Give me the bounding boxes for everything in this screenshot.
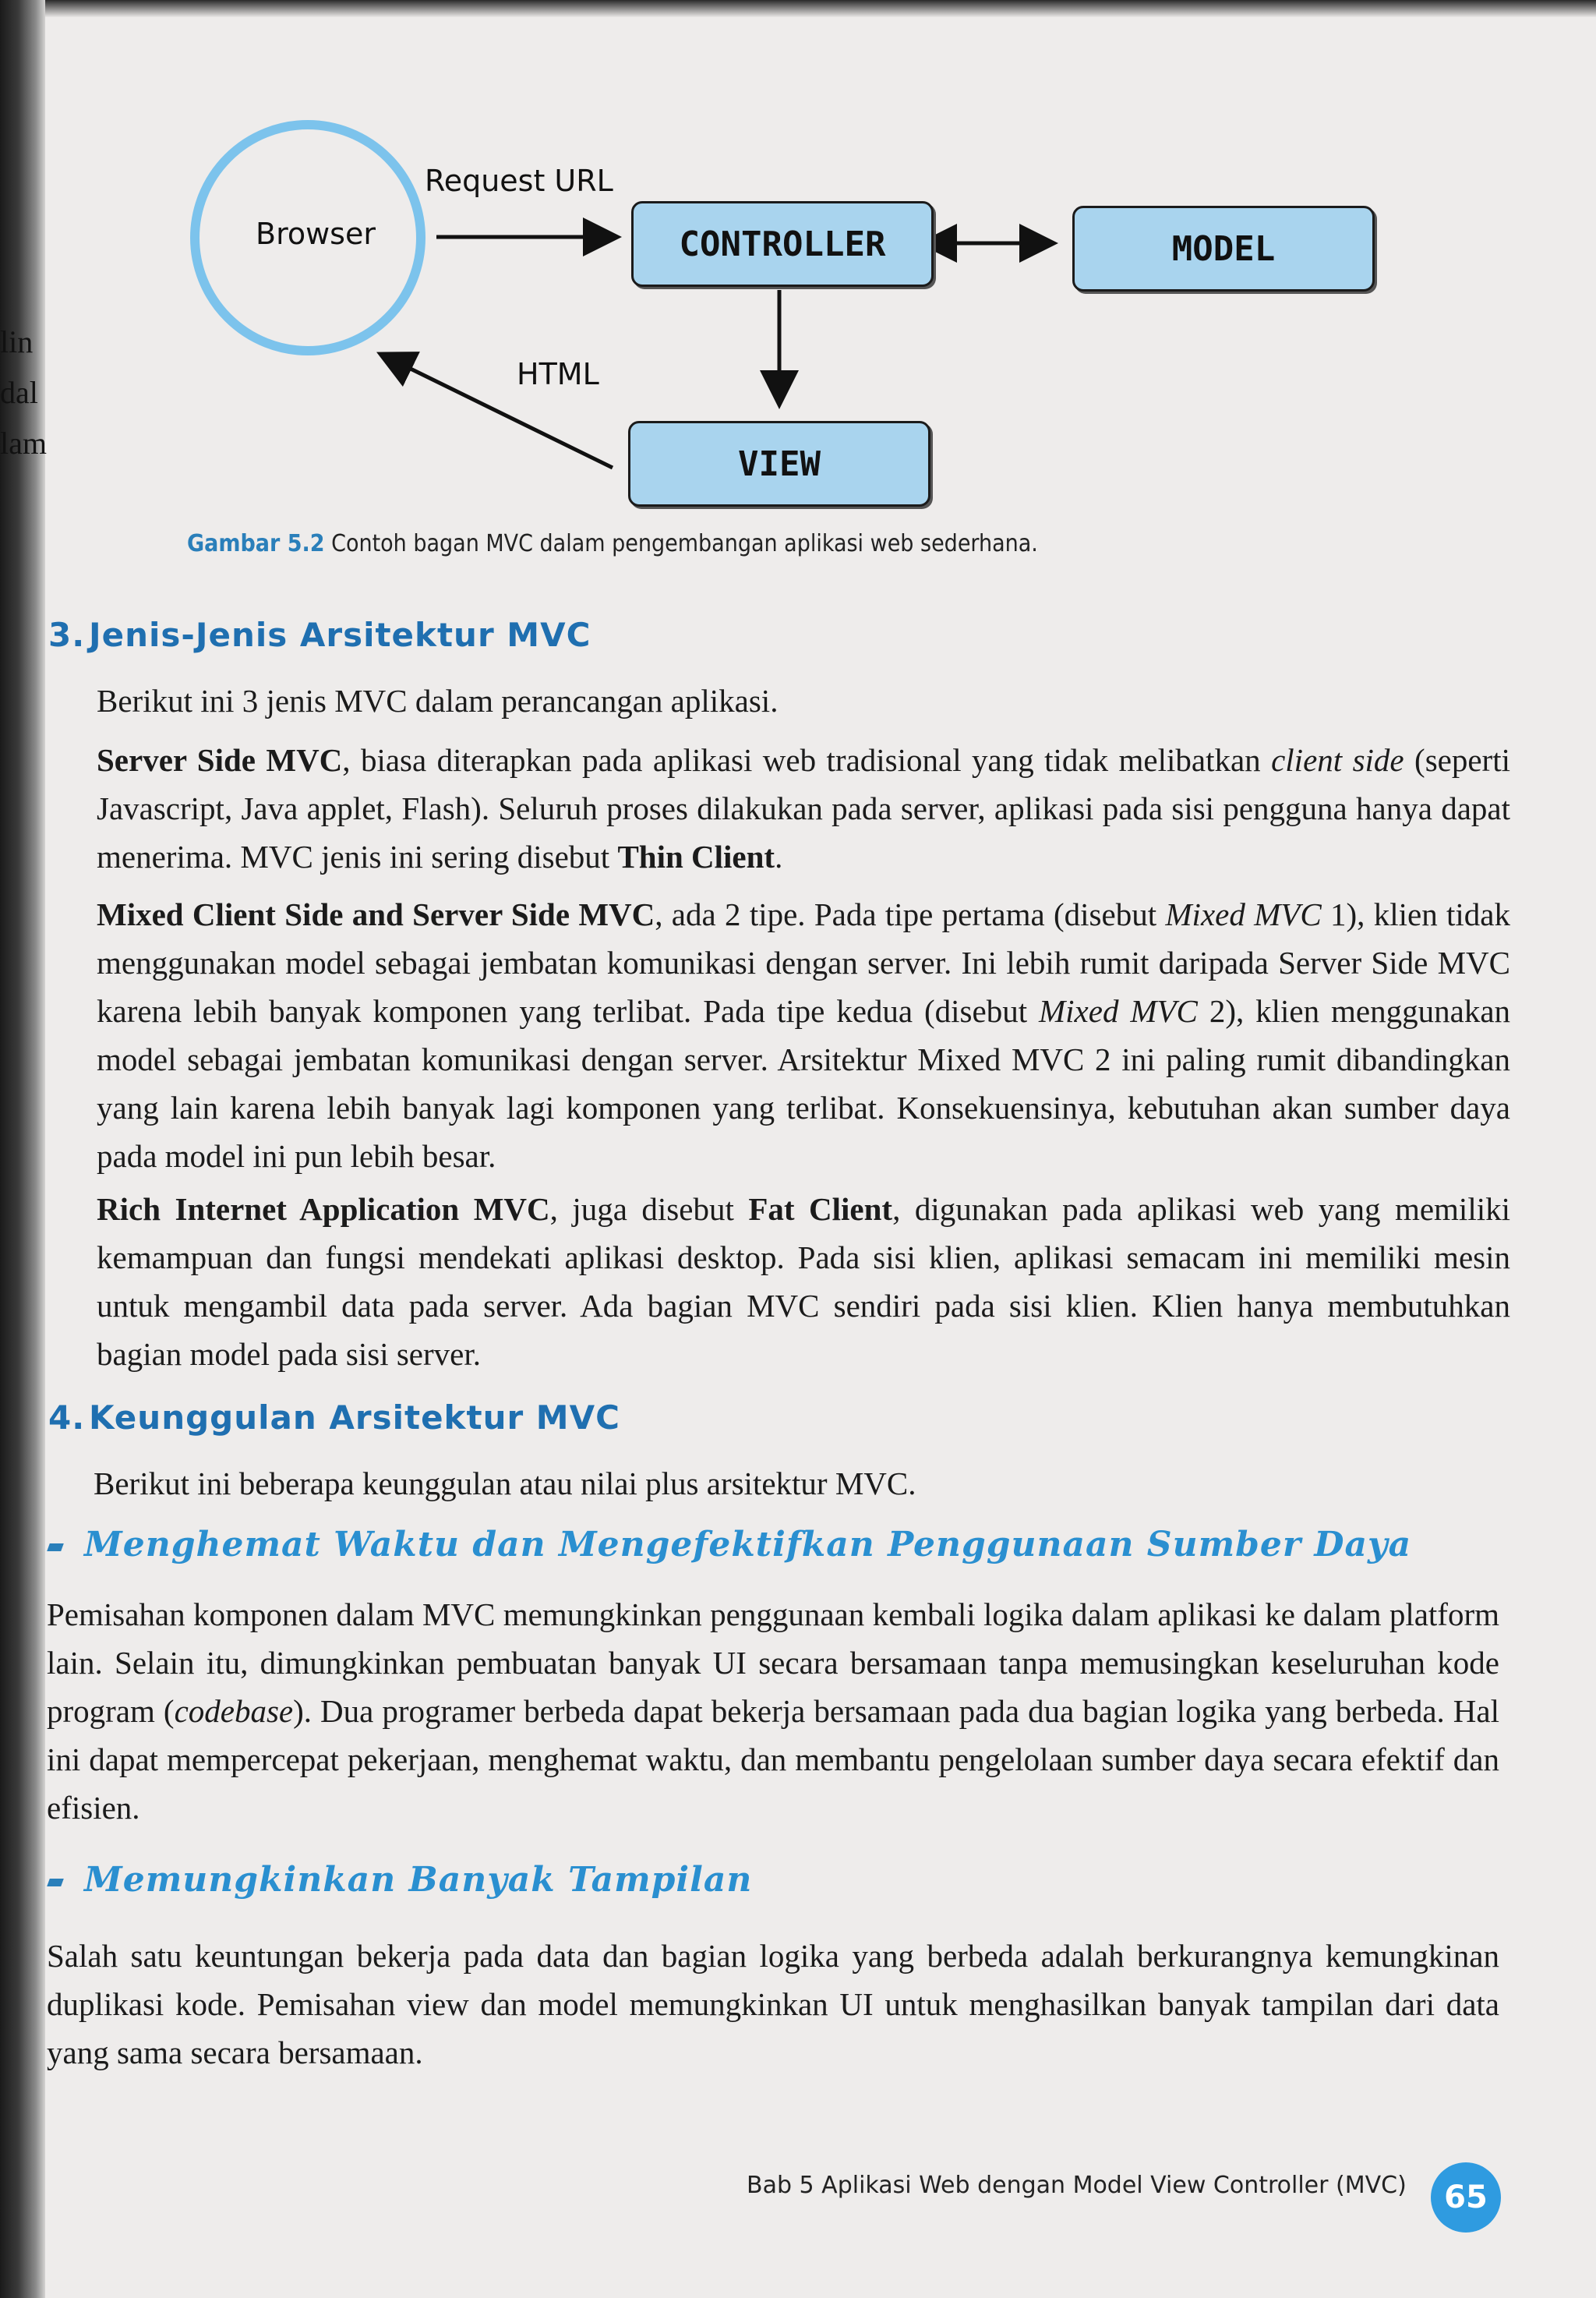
item-italic: client side xyxy=(1271,742,1404,778)
item-italic: Mixed MVC xyxy=(1165,896,1322,932)
list-item xyxy=(97,736,1510,881)
page-top-shadow xyxy=(0,0,1596,17)
subsection-title: Memungkinkan Banyak Tampilan xyxy=(84,1860,753,1900)
bullet-mark xyxy=(47,1543,64,1551)
body-text: ). Dua programer berbeda dapat bekerja bersamaan pada dua bagian logika yang berbeda. Hal ini dapat mempercepat pekerjaan, menghemat waktu, dan membantu pengelolaan sumber daya secara efektif dan efisien. xyxy=(47,1693,1499,1826)
model-box: MODEL xyxy=(1072,206,1375,292)
running-footer: Bab 5 Aplikasi Web dengan Model View Controller (MVC) xyxy=(747,2172,1407,2199)
figure-caption-text: Contoh bagan MVC dalam pengembangan aplikasi web sederhana. xyxy=(331,530,1038,557)
controller-box: CONTROLLER xyxy=(631,201,934,287)
item-text: 2), klien menggunakan model sebagai jembatan komunikasi dengan server. Arsitektur Mixed MVC 2 ini paling rumit dibandingkan yang lain karena lebih banyak lagi komponen yang terlibat. Konsekuensinya, kebutuhan akan sumber daya pada model ini pun lebih besar. xyxy=(97,993,1511,1174)
item-text: , ada 2 tipe. Pada tipe pertama (disebut xyxy=(655,896,1166,932)
request-url-label: Request URL xyxy=(425,164,613,198)
section-heading xyxy=(48,616,591,654)
browser-label: Browser xyxy=(256,217,376,251)
subsection-title: Menghemat Waktu dan Mengefektifkan Penggunaan Sumber Daya xyxy=(84,1525,1412,1564)
section-intro: Berikut ini beberapa keunggulan atau nilai plus arsitektur MVC. xyxy=(94,1465,916,1501)
page-number-badge: 65 xyxy=(1431,2162,1501,2233)
section-number: 3. xyxy=(48,616,86,654)
item-text: (seperti Javascript, Java applet, Flash). Seluruh proses dilakukan pada server, aplikasi pada sisi pengguna hanya dapat menerima. MVC jenis ini sering disebut xyxy=(97,742,1510,875)
mvc-diagram xyxy=(179,109,1395,530)
list-item xyxy=(97,1185,1510,1378)
body-italic: codebase xyxy=(174,1693,294,1729)
section-number: 4. xyxy=(48,1398,86,1437)
section-heading xyxy=(48,1398,620,1437)
item-text: , biasa diterapkan pada aplikasi web tradisional yang tidak melibatkan xyxy=(342,742,1272,778)
subsection-heading xyxy=(48,1525,1411,1564)
body-text: Pemisahan komponen dalam MVC memungkinkan penggunaan kembali logika dalam aplikasi ke dalam platform lain. Selain itu, dimungkinkan pembuatan banyak UI secara bersamaan tanpa memusingkan keseluruhan kode program ( xyxy=(47,1596,1499,1729)
margin-fragment: lam xyxy=(0,426,47,461)
margin-fragment: dal xyxy=(0,375,38,410)
margin-fragment: lin xyxy=(0,324,34,359)
subsection-heading xyxy=(48,1860,752,1900)
view-box: VIEW xyxy=(628,421,930,507)
item-bold: Thin Client xyxy=(617,839,775,875)
item-text: 1), klien tidak menggunakan model sebagai jembatan komunikasi dengan server. Ini lebih rumit daripada Server Side MVC karena lebih banyak komponen yang terlibat. Pada tipe kedua (disebut xyxy=(97,896,1510,1029)
figure-number: Gambar 5.2 xyxy=(187,530,325,557)
item-text: , juga disebut xyxy=(549,1191,749,1227)
bullet-mark xyxy=(47,1879,64,1886)
item-text: , digunakan pada aplikasi web yang memiliki kemampuan dan fungsi mendekati aplikasi desktop. Pada sisi klien, aplikasi semacam ini memiliki mesin untuk mengambil data pada server. Ada bagian MVC sendiri pada sisi klien. Klien hanya membutuhkan bagian model pada sisi server. xyxy=(97,1191,1510,1372)
item-italic: Mixed MVC xyxy=(1039,993,1198,1029)
item-bold: Fat Client xyxy=(748,1191,893,1227)
item-text: . xyxy=(775,839,783,875)
item-lead: Rich Internet Application MVC xyxy=(97,1191,550,1227)
section-title: Keunggulan Arsitektur MVC xyxy=(89,1398,620,1437)
html-label: HTML xyxy=(517,357,599,391)
list-item xyxy=(97,890,1510,1180)
subsection-body xyxy=(47,1590,1499,1832)
section-title: Jenis-Jenis Arsitektur MVC xyxy=(89,616,591,654)
item-lead: Mixed Client Side and Server Side MVC xyxy=(97,896,655,932)
subsection-body: Salah satu keuntungan bekerja pada data dan bagian logika yang berbeda adalah berkurangnya kemungkinan duplikasi kode. Pemisahan view dan model memungkinkan UI untuk menghasilkan banyak tampilan dari data yang sama secara bersamaan. xyxy=(47,1938,1499,2070)
figure-caption xyxy=(187,530,1038,557)
item-lead: Server Side MVC xyxy=(97,742,343,778)
section-intro: Berikut ini 3 jenis MVC dalam perancangan aplikasi. xyxy=(97,683,779,719)
